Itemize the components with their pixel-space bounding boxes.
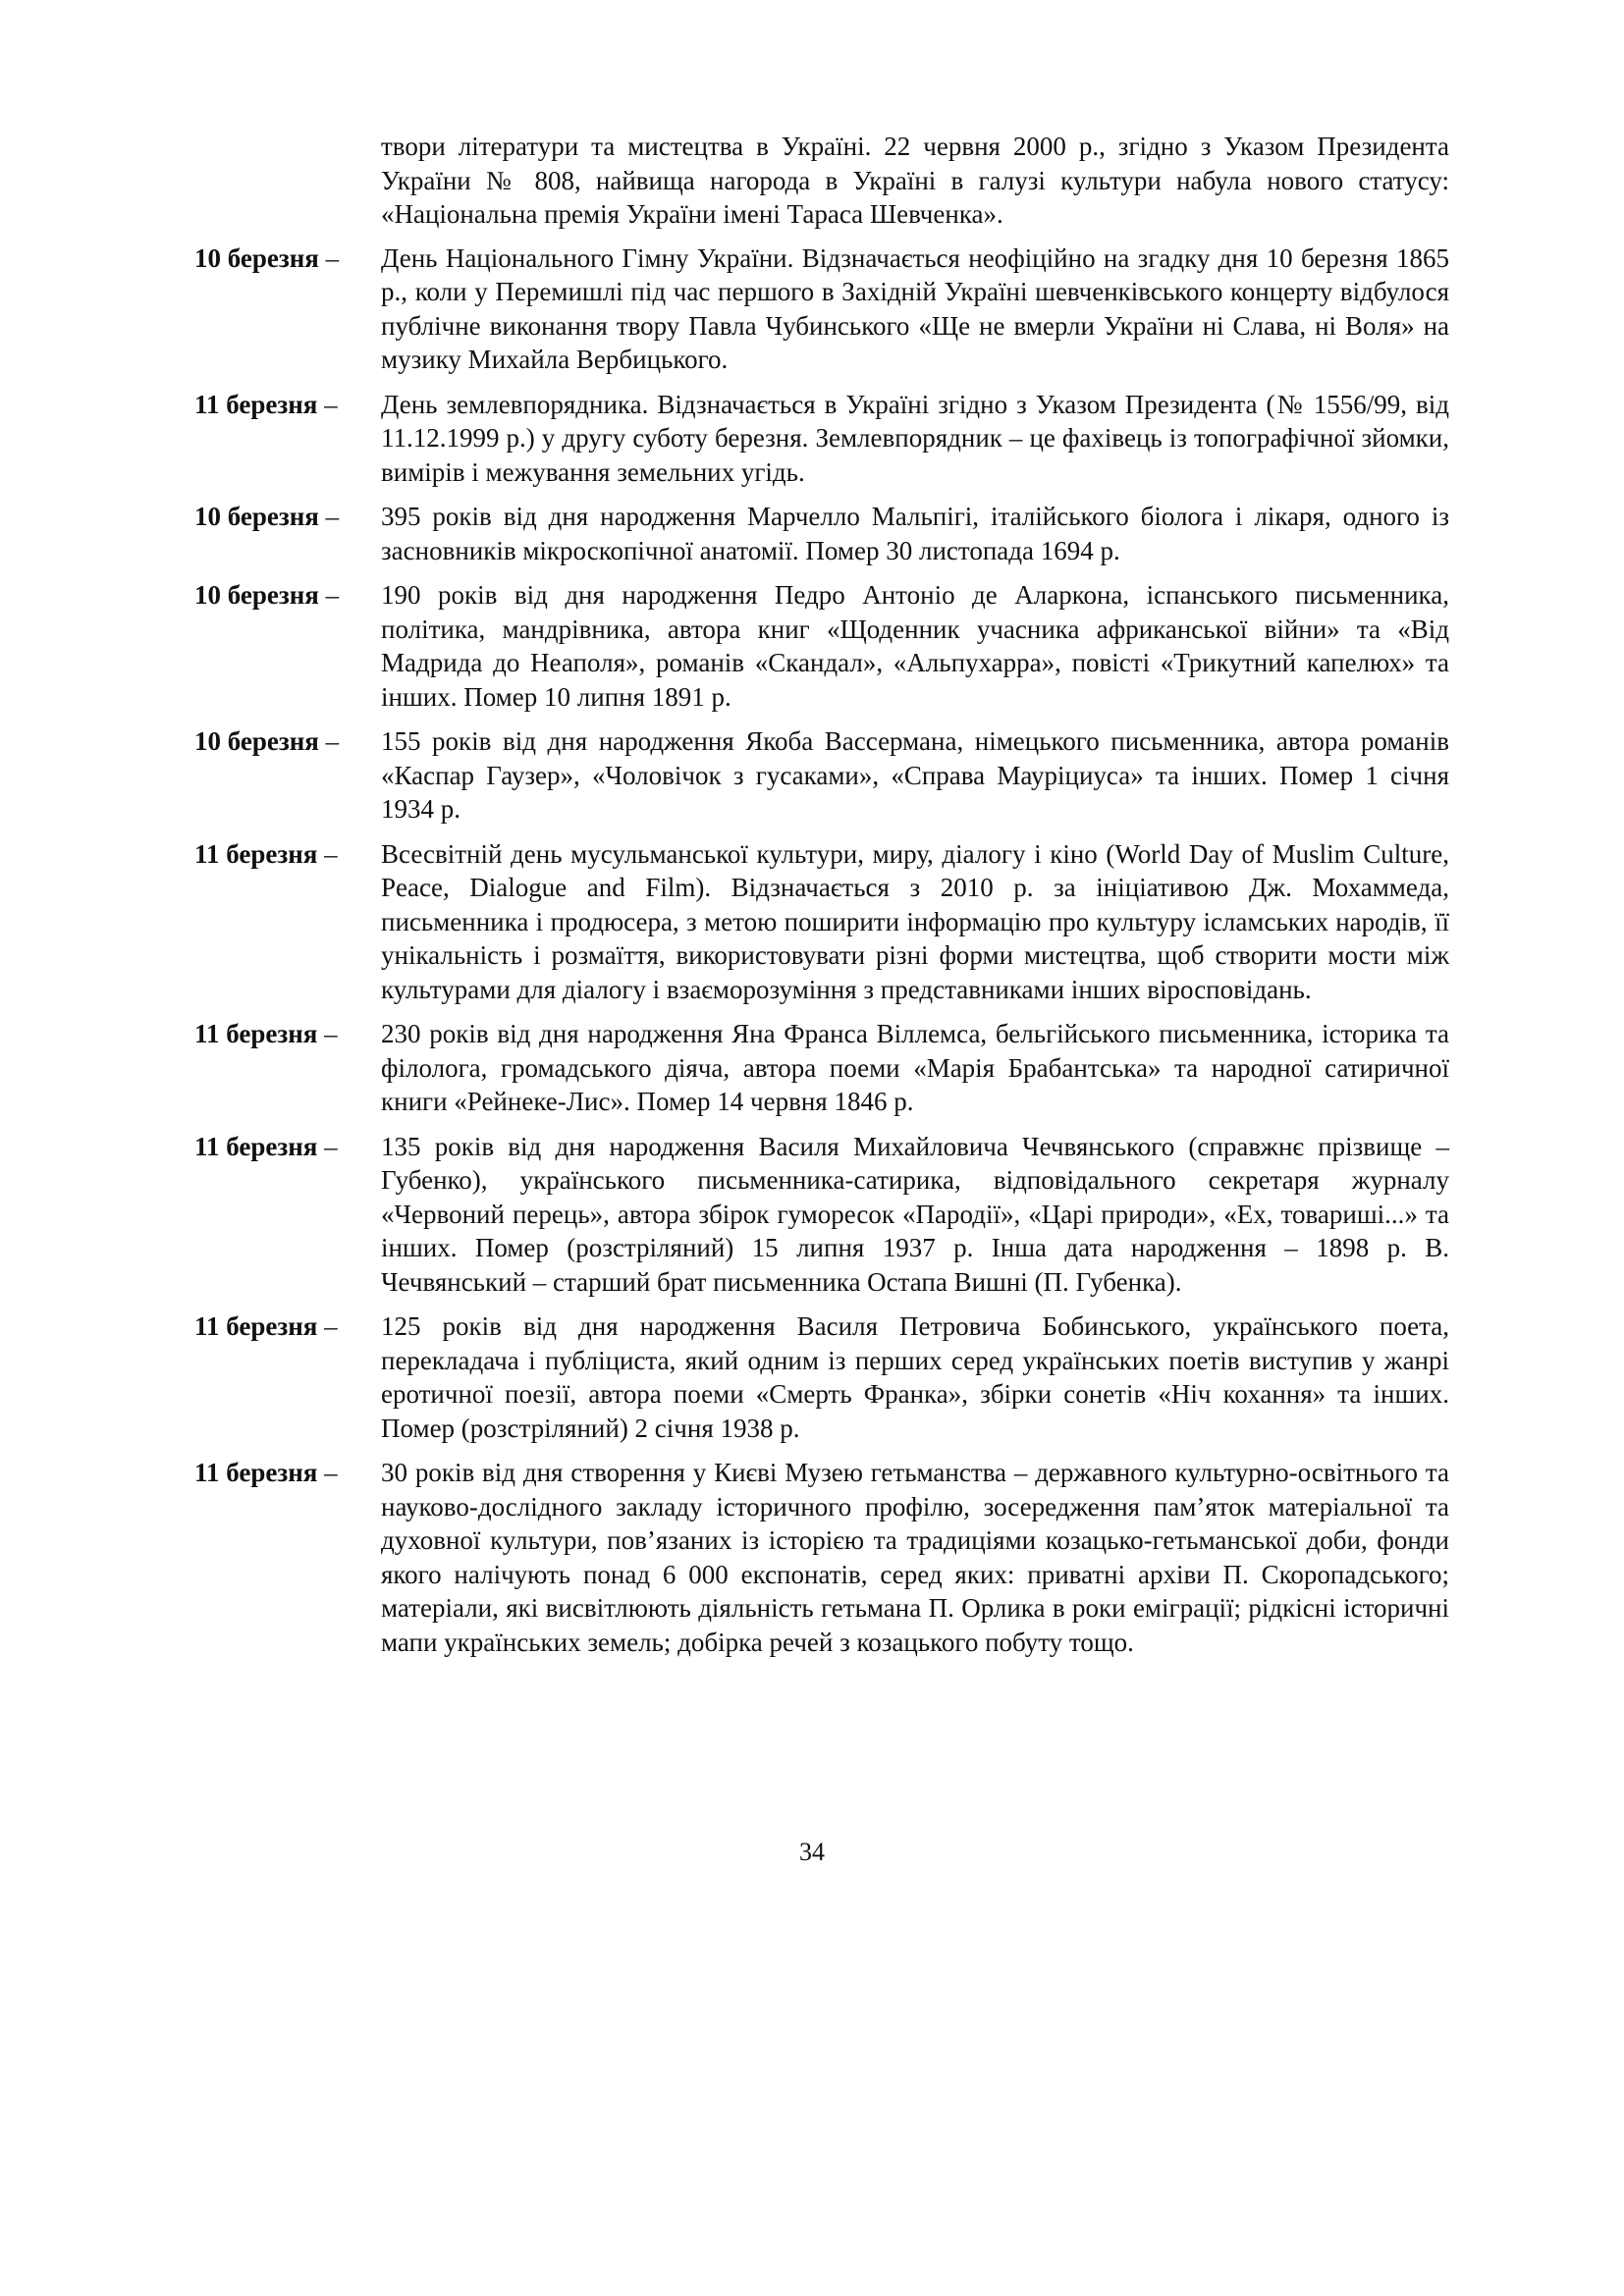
entry-date: 11 березня –	[194, 838, 338, 869]
entry-text: Всесвітній день мусульманської культури, миру, діалогу і кіно (World Day of Muslim Culture, Peace, Dialogue and Film). Відзначається з 2010 р. за ініціативою Дж. Мохаммеда, письменника і продюсера, з метою поширити інформацію про культуру ісламських народів, її унікальність і розмаїття, використовувати різні форми мистецтва, щоб створити мости між культурами для діалогу і взаєморозуміння з представниками інших віросповідань.	[381, 838, 1449, 1004]
entry-text: 30 років від дня створення у Києві Музею гетьманства – державного культурно-освітнього та науково-дослідного закладу історичного профілю, зосередження пам’яток матеріальної та духовної культури, пов’язаних із історією та традиціями козацько-гетьманської доби, фонди якого налічують понад 6 000 експонатів, серед яких: приватні архіви П. Скоропадського; матеріали, які висвітлюють діяльність гетьмана П. Орлика в роки еміграції; рідкісні історичні мапи українських земель; добірка речей з козацького побуту тощо.	[381, 1458, 1449, 1657]
entry-date: 10 березня –	[194, 502, 340, 531]
entry-text: 125 років від дня народження Василя Петровича Бобинського, українського поета, перекладача і публіциста, який одним із перших серед українських поетів виступив у жанрі еротичної поезії, автора поеми «Смерть Франка», збірки сонетів «Ніч кохання» та інших. Помер (розстріляний) 2 січня 1938 р.	[381, 1311, 1449, 1443]
entry-date: 11 березня –	[194, 1311, 338, 1341]
entry-date: 10 березня –	[194, 580, 340, 610]
entry-text: 395 років від дня народження Марчелло Мальпігі, італійського біолога і лікаря, одного із засновників мікроскопічної анатомії. Помер 30 листопада 1694 р.	[381, 502, 1449, 565]
entry-text: День Національного Гімну України. Відзначається неофіційно на згадку дня 10 березня 1865 р., коли у Перемишлі під час першого в Західній Україні шевченківського концерту відбулося публічне виконання твору Павла Чубинського «Ще не вмерли України ні Слава, ні Воля» на музику Михайла Вербицького.	[381, 242, 1449, 374]
entry-date: 11 березня –	[194, 389, 338, 419]
entry-text: 135 років від дня народження Василя Михайловича Чечвянського (справжнє прізвище – Губенко), українського письменника-сатирика, відповідального секретаря журналу «Червоний перець», автора збірок гуморесок «Пародії», «Царі природи», «Ех, товариші...» та інших. Помер (розстріляний) 15 липня 1937 р. Інша дата народження – 1898 р. В. Чечвянський – старший брат письменника Остапа Вишні (П. Губенка).	[381, 1131, 1449, 1297]
calendar-entry	[194, 1309, 1449, 1445]
calendar-content	[194, 130, 1449, 1670]
calendar-entry	[194, 1130, 1449, 1300]
entry-text: День землевпорядника. Відзначається в Україні згідно з Указом Президента (№ 1556/99, від 11.12.1999 р.) у другу суботу березня. Землевпорядник – це фахівець із топографічної зйомки, вимірів і межування земельних угідь.	[381, 389, 1449, 487]
calendar-entry	[194, 1017, 1449, 1119]
entry-text: 190 років від дня народження Педро Антоніо де Аларкона, іспанського письменника, політика, мандрівника, автора книг «Щоденник учасника африканської війни» та «Від Мадрида до Неаполя», романів «Скандал», «Альпухарра», повісті «Трикутний капелюх» та інших. Помер 10 липня 1891 р.	[381, 580, 1449, 712]
entry-text: 230 років від дня народження Яна Франса Віллемса, бельгійського письменника, історика та філолога, громадського діяча, автора поеми «Марія Брабантська» та народної сатиричної книги «Рейнеке-Лис». Помер 14 червня 1846 р.	[381, 1019, 1449, 1116]
entry-date: 11 березня –	[194, 1019, 338, 1048]
entry-text: 155 років від дня народження Якоба Вассермана, німецького письменника, автора романів «Каспар Гаузер», «Чоловічок з гусаками», «Справа Мауріциуса» та інших. Помер 1 січня 1934 р.	[381, 726, 1449, 824]
calendar-entry	[194, 500, 1449, 567]
calendar-entry	[194, 724, 1449, 827]
entry-continuation	[194, 130, 1449, 232]
calendar-entry	[194, 388, 1449, 490]
page-number: 34	[799, 1838, 825, 1866]
entry-text: твори літератури та мистецтва в Україні. 22 червня 2000 р., згідно з Указом Президента України № 808, найвища нагорода в Україні в галузі культури набула нового статусу: «Національна премія України імені Тараса Шевченка».	[381, 132, 1449, 229]
calendar-entry	[194, 837, 1449, 1007]
entry-date: 11 березня –	[194, 1458, 338, 1487]
entry-date: 11 березня –	[194, 1131, 338, 1161]
calendar-entry	[194, 1456, 1449, 1659]
calendar-entry	[194, 578, 1449, 714]
entry-date: 10 березня –	[194, 726, 340, 756]
entry-date: 10 березня –	[194, 242, 340, 273]
calendar-entry	[194, 241, 1449, 377]
